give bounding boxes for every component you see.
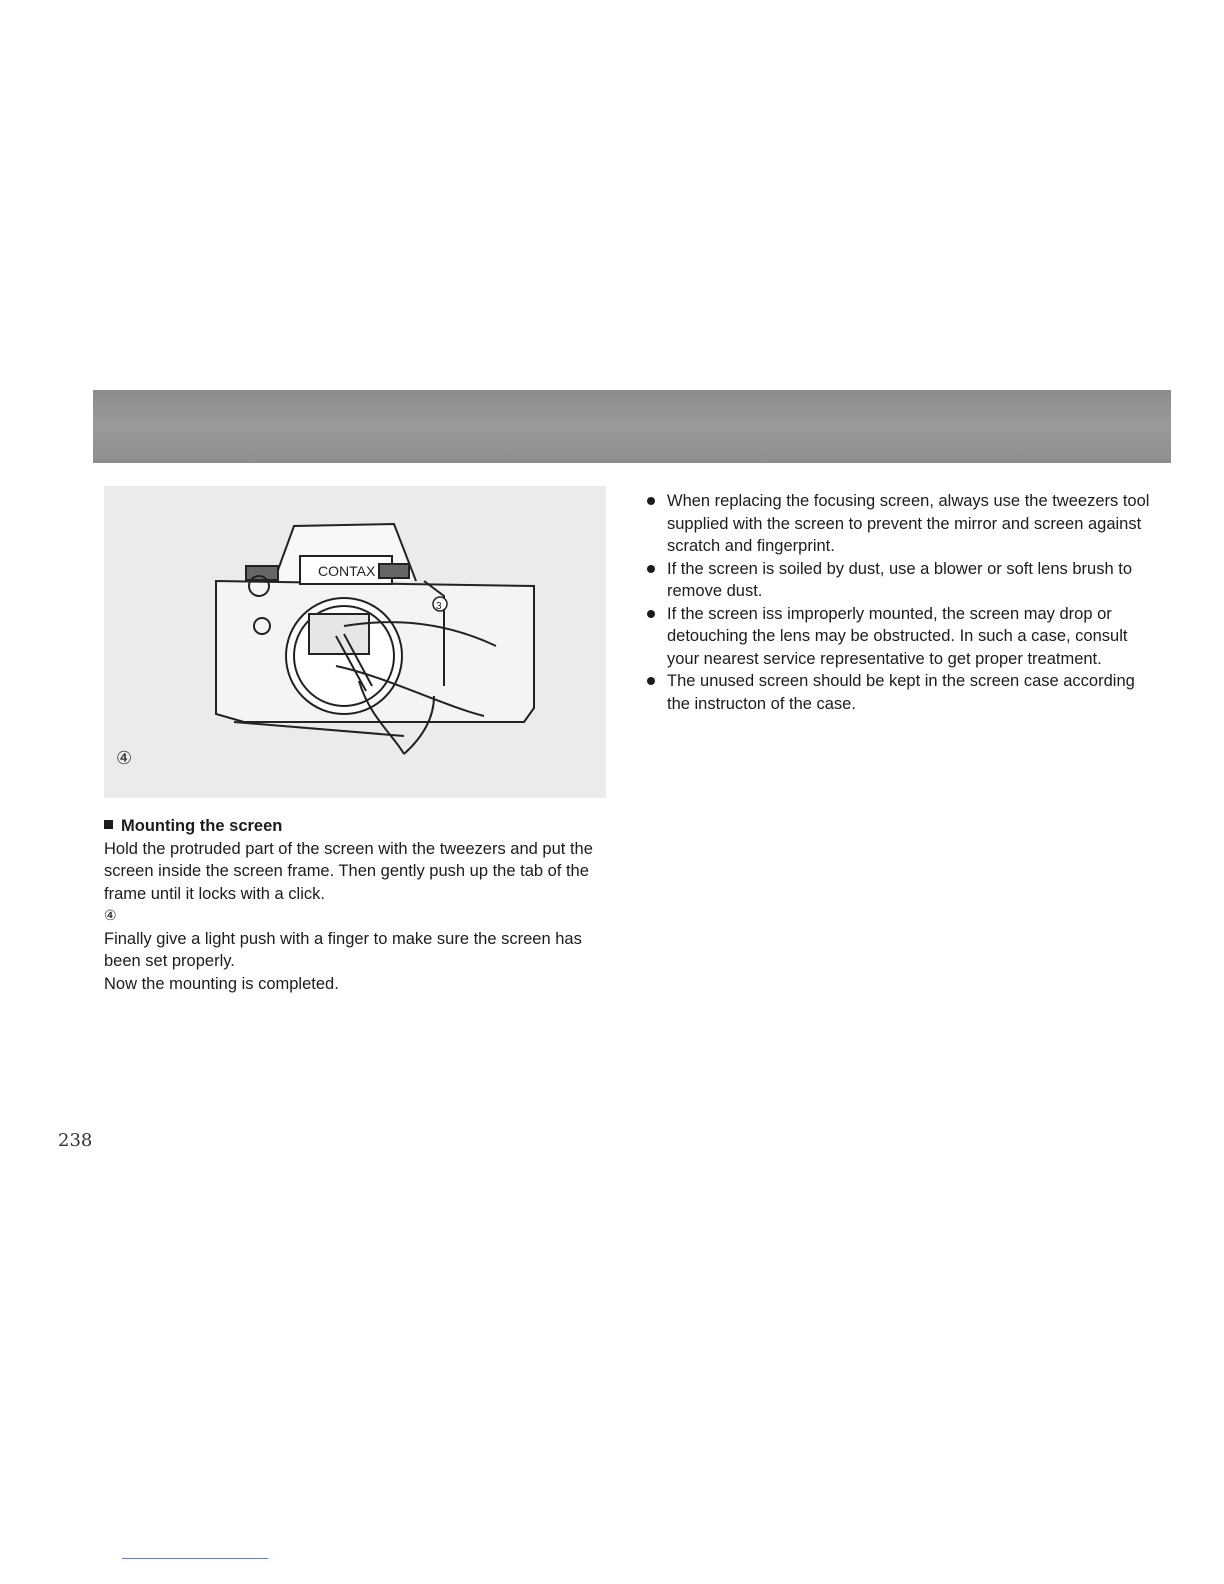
page-number: 238 — [58, 1130, 93, 1151]
note-text: When replacing the focusing screen, always use the tweezers tool supplied with the screen to prevent the mirror and screen against scratch and fingerprint. — [667, 492, 1150, 555]
list-item — [645, 670, 1155, 715]
section-heading — [104, 815, 604, 838]
figure-number: ④ — [116, 748, 133, 769]
bullet-icon — [647, 497, 655, 505]
mounting-section — [104, 815, 604, 995]
bullet-icon — [647, 610, 655, 618]
notes-list — [645, 490, 1155, 715]
bullet-icon — [647, 677, 655, 685]
callout-number: 3 — [436, 601, 442, 612]
list-item — [645, 558, 1155, 603]
camera-drawing — [104, 486, 606, 798]
figure-reference: ④ — [104, 908, 117, 924]
list-item — [645, 603, 1155, 671]
paragraph-2: Finally give a light push with a finger to make sure the screen has been set properly. — [104, 929, 582, 970]
note-text: If the screen is soiled by dust, use a blower or soft lens brush to remove dust. — [667, 559, 1132, 600]
camera-illustration — [104, 486, 606, 798]
bullet-icon — [647, 565, 655, 573]
brand-label: CONTAX — [318, 563, 376, 579]
list-item — [645, 490, 1155, 558]
header-band — [93, 390, 1171, 463]
paragraph-3: Now the mounting is completed. — [104, 974, 339, 993]
paragraph-1: Hold the protruded part of the screen with the tweezers and put the screen inside the screen frame. Then gently push up the tab of the frame until it locks with a click. — [104, 839, 593, 903]
note-text: The unused screen should be kept in the screen case according the instructon of the case. — [667, 672, 1135, 713]
bottom-rule — [122, 1558, 268, 1559]
section-title-text: Mounting the screen — [121, 817, 283, 835]
note-text: If the screen iss improperly mounted, the screen may drop or detouching the lens may be obstructed. In such a case, consult your nearest service representative to get proper treatment. — [667, 604, 1128, 668]
square-bullet-icon — [104, 820, 113, 829]
